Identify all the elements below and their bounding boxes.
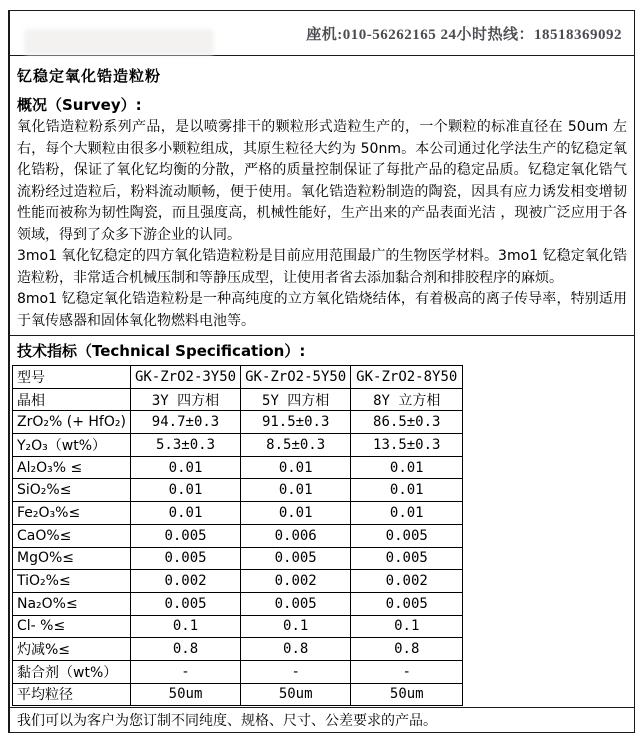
spec-cell: 8.5±0.3 [241,434,351,457]
spec-table-body [13,366,463,706]
spec-cell: 3Y 四方相 [130,388,240,411]
spec-cell: GK-ZrO2-5Y50 [241,366,351,389]
spec-cell: 0.8 [130,638,240,661]
spec-row-label: SiO₂%≤ [13,479,131,502]
spec-cell: - [351,660,463,683]
spec-cell: 0.005 [351,592,463,615]
table-row [13,388,463,411]
table-row [13,366,463,389]
spec-cell: - [241,660,351,683]
spec-row-label: CaO%≤ [13,524,131,547]
spec-cell: 50um [351,683,463,706]
overview-paragraph-2: 3mo1 氧化钇稳定的四方氧化锆造粒粉是目前应用范围最广的生物医学材料。3mo1 钇稳定氧化锆造粒粉，非常适合机械压制和等静压成型，让使用者省去添加黏合剂和排胶程序的麻烦。 [17,248,627,286]
watermark-logo [24,29,214,55]
spec-cell: 0.01 [130,479,240,502]
spec-row-label: 黏合剂（wt%） [13,660,131,683]
spec-cell: 0.005 [351,547,463,570]
technical-spec-table [12,365,463,706]
spec-cell: 0.1 [130,615,240,638]
table-row [13,479,463,502]
page-content [10,56,634,332]
spec-row-label: MgO%≤ [13,547,131,570]
spec-row-label: 灼减%≤ [13,638,131,661]
table-row [13,524,463,547]
spec-heading: 技术指标（Technical Specification）: [17,342,306,360]
spec-cell: 0.01 [130,456,240,479]
table-row [13,592,463,615]
table-row [13,434,463,457]
spec-cell: 0.8 [241,638,351,661]
table-row [13,547,463,570]
table-row [13,456,463,479]
spec-row-label: 平均粒径 [13,683,131,706]
spec-cell: 0.8 [351,638,463,661]
spec-cell: 0.002 [241,570,351,593]
spec-cell: 0.005 [241,592,351,615]
spec-cell: 0.01 [241,502,351,525]
spec-cell: - [130,660,240,683]
spec-cell: GK-ZrO2-3Y50 [130,366,240,389]
table-row [13,683,463,706]
overview-paragraph-1: 氧化锆造粒粉系列产品，是以喷雾排干的颗粒形式造粒生产的，一个颗粒的标准直径在 50um 左右，每个大颗粒由很多小颗粒组成，其原生粒径大约为 50nm。本公司通过化学法生产的钇稳定氧化锆粉，保证了氧化钇均衡的分散，严格的质量控制保证了每批产品的稳定品质。钇稳定氧化锆气流粉经过造粒后，粉料流动顺畅，便于使用。氧化锆造粒粉制造的陶瓷，因具有应力诱发相变增韧性能而被称为韧性陶瓷，而且强度高，机械性能好，生产出来的产品表面光洁 ，现被广泛应用于各领域，得到了众多下游企业的认同。 [17,119,627,243]
product-page [8,10,635,733]
table-row [13,660,463,683]
spec-cell: 0.01 [241,456,351,479]
spec-cell: 94.7±0.3 [130,411,240,434]
spec-cell: 5Y 四方相 [241,388,351,411]
spec-cell: 13.5±0.3 [351,434,463,457]
customization-note: 我们可以为客户为您订制不同纯度、规格、尺寸、公差要求的产品。 [10,707,634,733]
spec-row-label: Al₂O₃% ≤ [13,456,131,479]
spec-cell: 5.3±0.3 [130,434,240,457]
spec-cell: 0.01 [351,502,463,525]
page-title: 钇稳定氧化锆造粒粉 [17,67,162,85]
spec-cell: 86.5±0.3 [351,411,463,434]
spec-row-label: ZrO₂% (+ HfO₂) [13,411,131,434]
contact-phone-line: 座机:010-56262165 24小时热线：18518369092 [306,26,622,43]
table-row [13,411,463,434]
spec-cell: 0.002 [130,570,240,593]
table-row [13,615,463,638]
spec-cell: 0.01 [130,502,240,525]
table-row [13,502,463,525]
table-row [13,638,463,661]
spec-cell: 0.01 [351,479,463,502]
spec-row-label: TiO₂%≤ [13,570,131,593]
survey-heading: 概况（Survey）: [17,96,142,114]
spec-cell: 0.005 [241,547,351,570]
spec-cell: 0.002 [351,570,463,593]
spec-cell: 0.1 [351,615,463,638]
spec-cell: 91.5±0.3 [241,411,351,434]
spec-row-label: 型号 [13,366,131,389]
spec-cell: 0.005 [130,524,240,547]
spec-row-label: Cl- %≤ [13,615,131,638]
spec-row-label: Y₂O₃（wt%） [13,434,131,457]
spec-cell: 0.005 [130,547,240,570]
spec-cell: GK-ZrO2-8Y50 [351,366,463,389]
spec-row-label: Na₂O%≤ [13,592,131,615]
spec-cell: 0.01 [351,456,463,479]
spec-cell: 0.01 [241,479,351,502]
spec-cell: 0.005 [130,592,240,615]
table-row [13,570,463,593]
overview-paragraph-3: 8mo1 钇稳定氧化锆造粒粉是一种高纯度的立方氧化锆烧结体，有着极高的离子传导率，特别适用于氧传感器和固体氧化物燃料电池等。 [17,291,627,329]
spec-cell: 50um [241,683,351,706]
spec-row-label: Fe₂O₃%≤ [13,502,131,525]
spec-cell: 8Y 立方相 [351,388,463,411]
spec-cell: 0.1 [241,615,351,638]
spec-cell: 0.006 [241,524,351,547]
spec-row-label: 晶相 [13,388,131,411]
spec-cell: 50um [130,683,240,706]
spec-cell: 0.005 [351,524,463,547]
